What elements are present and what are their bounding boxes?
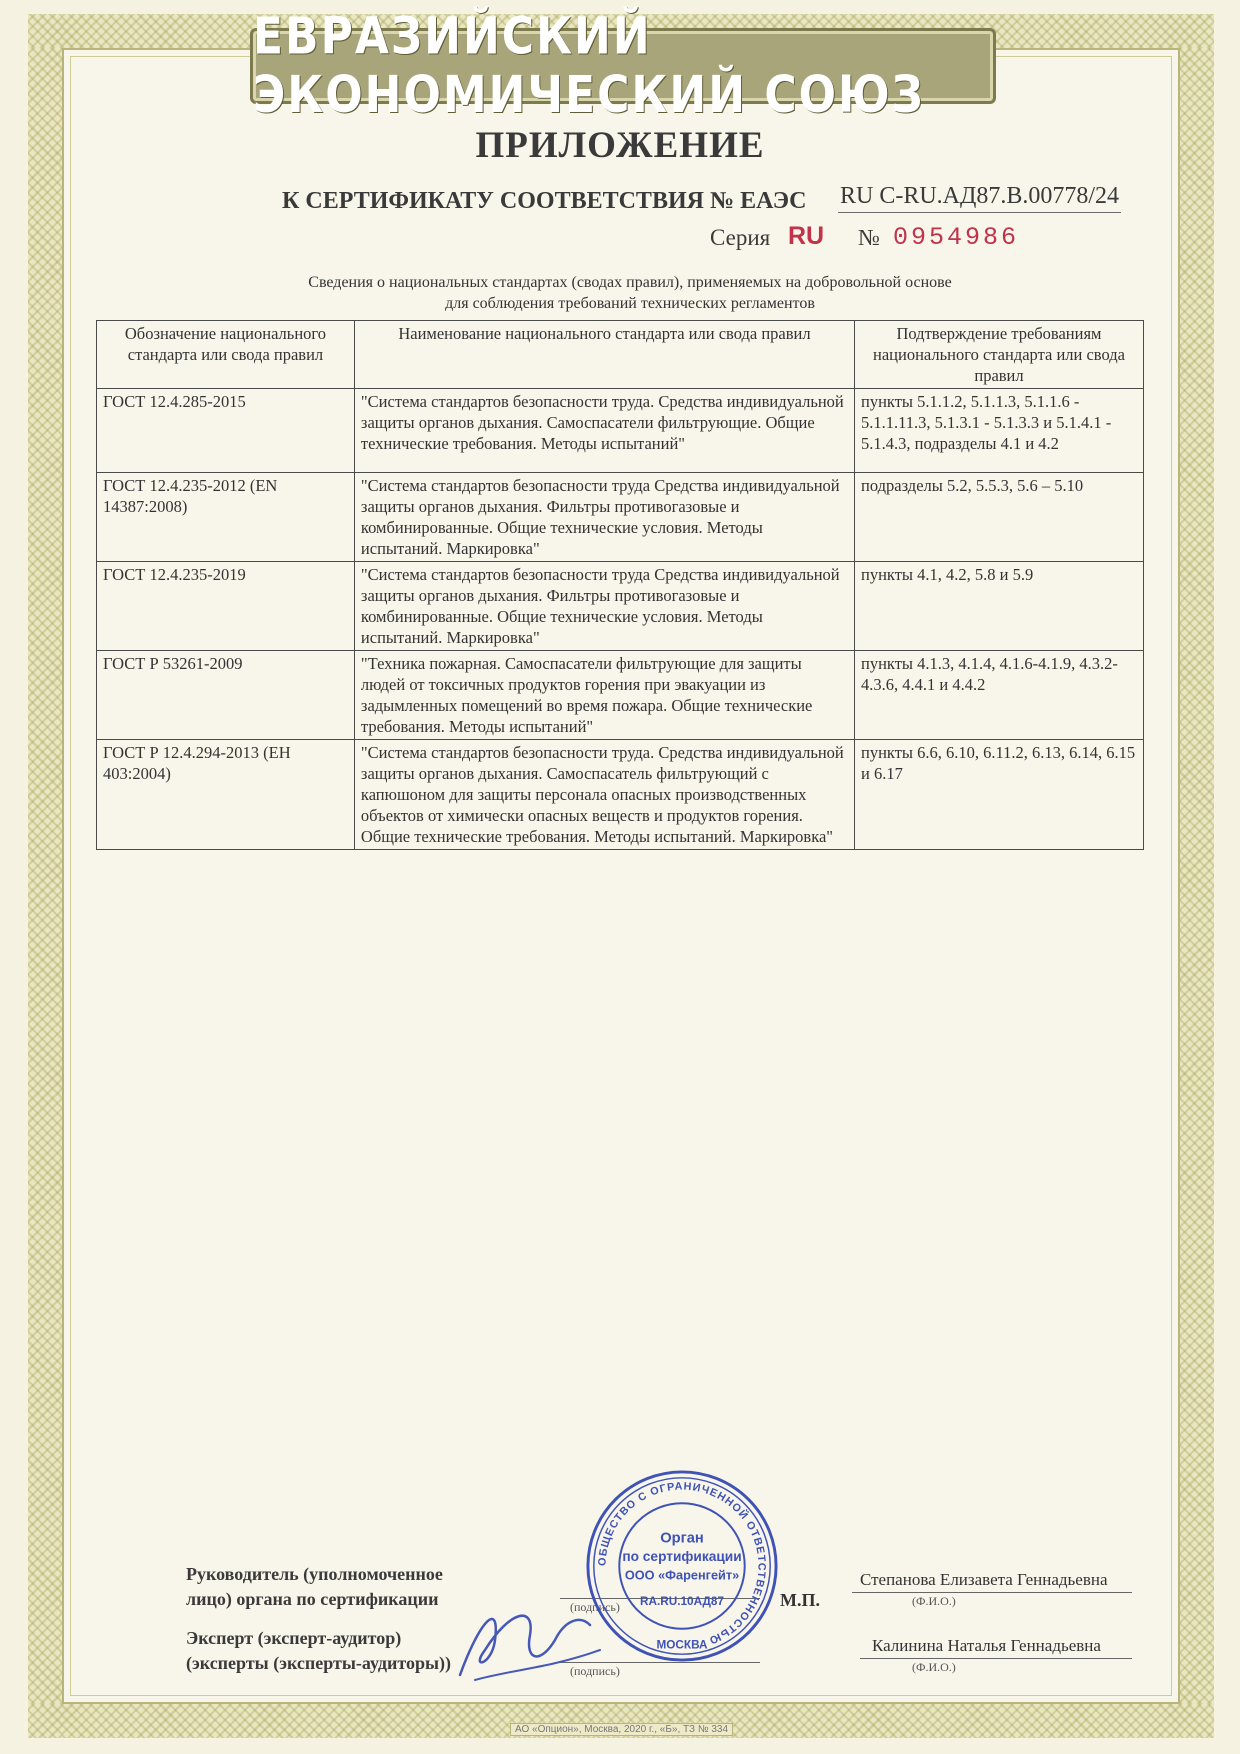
seal-city: МОСКВА [656,1638,708,1652]
seal-line-3: ООО «Фаренгейт» [624,1567,740,1583]
expert-label-line-2: (эксперты (эксперты-аудиторы)) [186,1653,452,1673]
cell-clauses: подразделы 5.2, 5.5.3, 5.6 – 5.10 [855,473,1144,562]
header-code: Обозначение национального стандарта или свода правил [97,321,355,389]
cell-code: ГОСТ 12.4.235-2012 (EN 14387:2008) [97,473,355,562]
head-name: Степанова Елизавета Геннадьевна [860,1570,1108,1589]
intro-text [200,272,1060,314]
number-label: № [858,225,880,250]
header-clauses: Подтверждение требованиям национального стандарта или свода правил [855,321,1144,389]
cell-clauses: пункты 4.1, 4.2, 5.8 и 5.9 [855,562,1144,651]
expert-name-line [860,1658,1132,1659]
seal-ring-text: ОБЩЕСТВО С ОГРАНИЧЕННОЙ ОТВЕТСТВЕННОСТЬЮ [596,1480,768,1647]
serial-number: 0954986 [893,223,1020,252]
expert-label-line-1: Эксперт (эксперт-аудитор) [186,1628,402,1648]
cell-code: ГОСТ 12.4.235-2019 [97,562,355,651]
certification-seal [584,1468,780,1664]
header-name: Наименование национального стандарта или свода правил [354,321,854,389]
printer-imprint: АО «Опцион», Москва, 2020 г., «Б», ТЗ № 334 [510,1723,733,1736]
standards-table [96,320,1144,850]
cell-code: ГОСТ Р 12.4.294-2013 (ЕН 403:2004) [97,740,355,850]
eaeu-banner [250,7,996,125]
seal-place-label: М.П. [780,1590,820,1610]
table-row [97,562,1144,651]
head-sign-caption: (подпись) [570,1600,620,1614]
cell-code: ГОСТ Р 53261-2009 [97,651,355,740]
cell-code: ГОСТ 12.4.285-2015 [97,389,355,473]
series-value: RU [788,222,825,250]
head-label-line-2: лицо) органа по сертификации [186,1589,439,1609]
expert-label [186,1626,451,1676]
expert-name: Калинина Наталья Геннадьевна [872,1636,1101,1655]
head-name-caption: (Ф.И.О.) [912,1594,956,1608]
cell-name: "Система стандартов безопасности труда Средства индивидуальной защиты органов дыхания. Фильтры противогазовые и комбинированные. Общие технические условия. Методы испытаний. Маркировка" [354,562,854,651]
cell-clauses: пункты 5.1.1.2, 5.1.1.3, 5.1.1.6 - 5.1.1.11.3, 5.1.3.1 - 5.1.3.3 и 5.1.4.1 - 5.1.4.3, подразделы 4.1 и 4.2 [855,389,1144,473]
seal-line-2: по сертификации [622,1549,742,1565]
cell-name: "Система стандартов безопасности труда. Средства индивидуальной защиты органов дыхания. Самоспасатель фильтрующий с капюшоном для защиты персонала опасных производственных объектов от химически опасных веществ и продуктов горения. Общие технические требования. Методы испытаний. Маркировка" [354,740,854,850]
cell-name: "Система стандартов безопасности труда Средства индивидуальной защиты органов дыхания. Фильтры противогазовые и комбинированные. Общие технические условия. Методы испытаний. Маркировка" [354,473,854,562]
cell-clauses: пункты 4.1.3, 4.1.4, 4.1.6-4.1.9, 4.3.2-4.3.6, 4.4.1 и 4.4.2 [855,651,1144,740]
table-row [97,740,1144,850]
seal-code: RA.RU.10АД87 [640,1595,724,1609]
table-row [97,473,1144,562]
head-name-line [852,1592,1132,1593]
table-row [97,389,1144,473]
cell-name: "Система стандартов безопасности труда. Средства индивидуальной защиты органов дыхания. Самоспасатели фильтрующие. Общие технические требования. Методы испытаний" [354,389,854,473]
expert-sign-caption: (подпись) [570,1664,620,1678]
series-label: Серия [710,225,771,250]
table-row [97,651,1144,740]
intro-line-1: Сведения о национальных стандартах (сводах правил), применяемых на добровольной основе [308,274,952,291]
page-title: ПРИЛОЖЕНИЕ [475,125,765,166]
certificate-subtitle: К СЕРТИФИКАТУ СООТВЕТСТВИЯ № ЕАЭС [282,188,807,214]
cell-name: "Техника пожарная. Самоспасатели фильтрующие для защиты людей от токсичных продуктов горения при эвакуации из задымленных помещений во время пожара. Общие технические требования. Методы испытаний" [354,651,854,740]
intro-line-2: для соблюдения требований технических регламентов [445,295,815,312]
expert-name-caption: (Ф.И.О.) [912,1660,956,1674]
banner-text: ЕВРАЗИЙСКИЙ ЭКОНОМИЧЕСКИЙ СОЮЗ [253,7,925,125]
head-label [186,1562,443,1612]
cell-clauses: пункты 6.6, 6.10, 6.11.2, 6.13, 6.14, 6.15 и 6.17 [855,740,1144,850]
seal-line-1: Орган [660,1530,704,1547]
head-label-line-1: Руководитель (уполномоченное [186,1564,443,1584]
table-header-row [97,321,1144,389]
certificate-number: RU C-RU.АД87.В.00778/24 [838,183,1121,213]
